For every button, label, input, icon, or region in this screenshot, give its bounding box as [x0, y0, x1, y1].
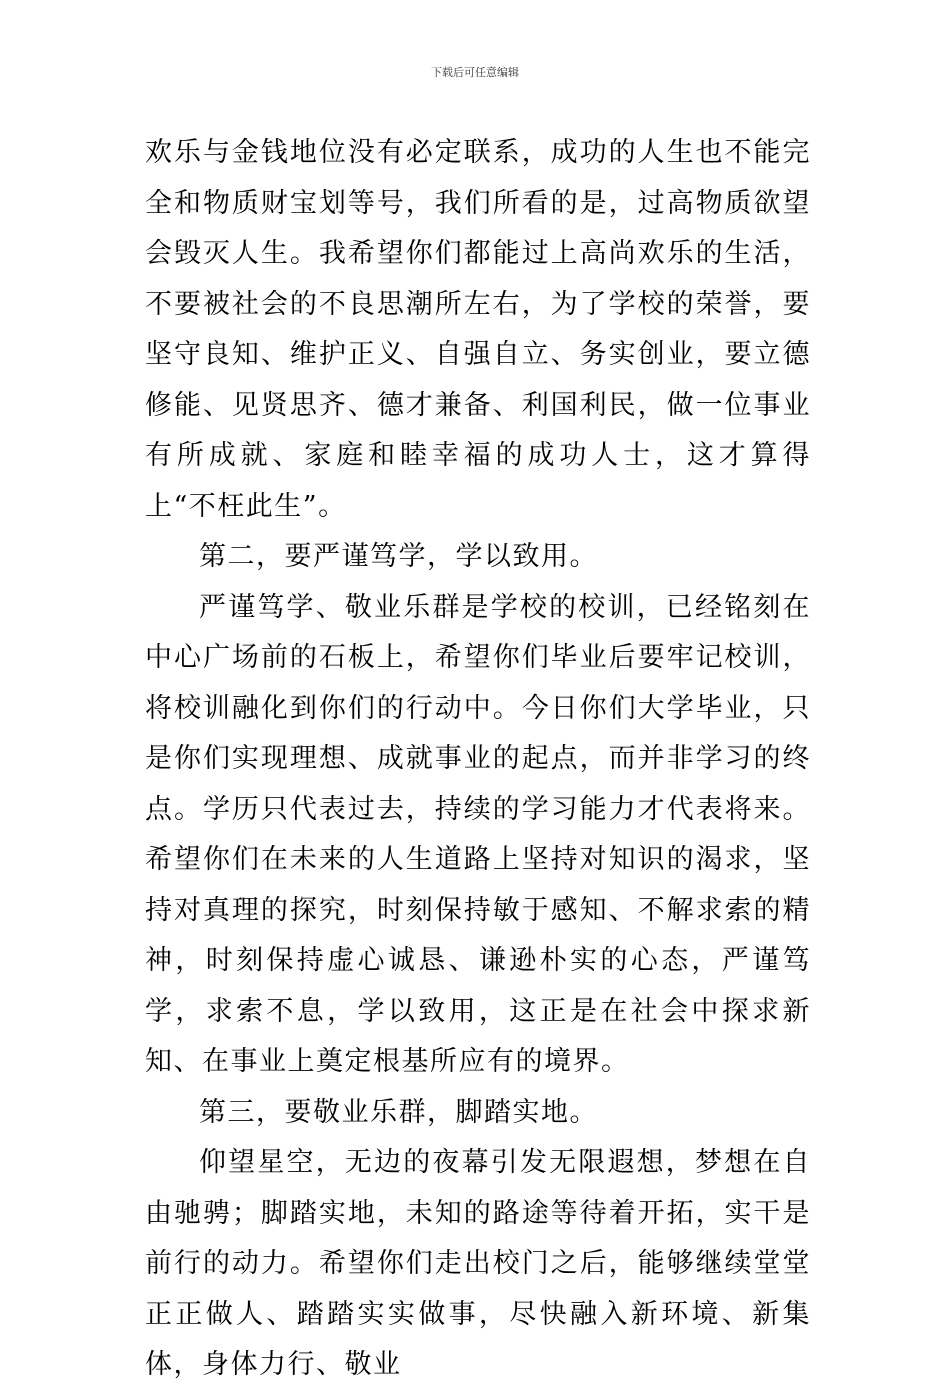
page-header-note: 下载后可任意编辑: [431, 66, 519, 79]
paragraph-3: 仰望星空，无边的夜幕引发无限遐想，梦想在自由驰骋；脚踏实地，未知的路途等待着开拓，实干是前行的动力。希望你们走出校门之后，能够继续堂堂正正做人、踏踏实实做事，尽快融入新环境、新集体，身体力行、敬业: [145, 1147, 811, 1380]
section-heading-3: 第三，要敬业乐群，脚踏实地。: [199, 1096, 598, 1128]
paragraph-1: 欢乐与金钱地位没有必定联系，成功的人生也不能完全和物质财宝划等号，我们所看的是，过高物质欲望会毁灭人生。我希望你们都能过上高尚欢乐的生活，不要被社会的不良思潮所左右，为了学校的荣誉，要坚守良知、维护正义、自强自立、务实创业，要立德修能、见贤思齐、德才兼备、利国利民，做一位事业有所成就、家庭和睦幸福的成功人士，这才算得上“不枉此生”。: [145, 137, 811, 522]
document-body: [145, 128, 811, 1391]
paragraph-2: 严谨笃学、敬业乐群是学校的校训，已经铭刻在中心广场前的石板上，希望你们毕业后要牢记校训，将校训融化到你们的行动中。今日你们大学毕业，只是你们实现理想、成就事业的起点，而并非学习的终点。学历只代表过去，持续的学习能力才代表将来。希望你们在未来的人生道路上坚持对知识的渴求，坚持对真理的探究，时刻保持敏于感知、不解求索的精神，时刻保持虚心诚恳、谦逊朴实的心态，严谨笃学，求索不息，学以致用，这正是在社会中探求新知、在事业上奠定根基所应有的境界。: [145, 591, 811, 1077]
section-heading-2: 第二，要严谨笃学，学以致用。: [199, 541, 598, 572]
